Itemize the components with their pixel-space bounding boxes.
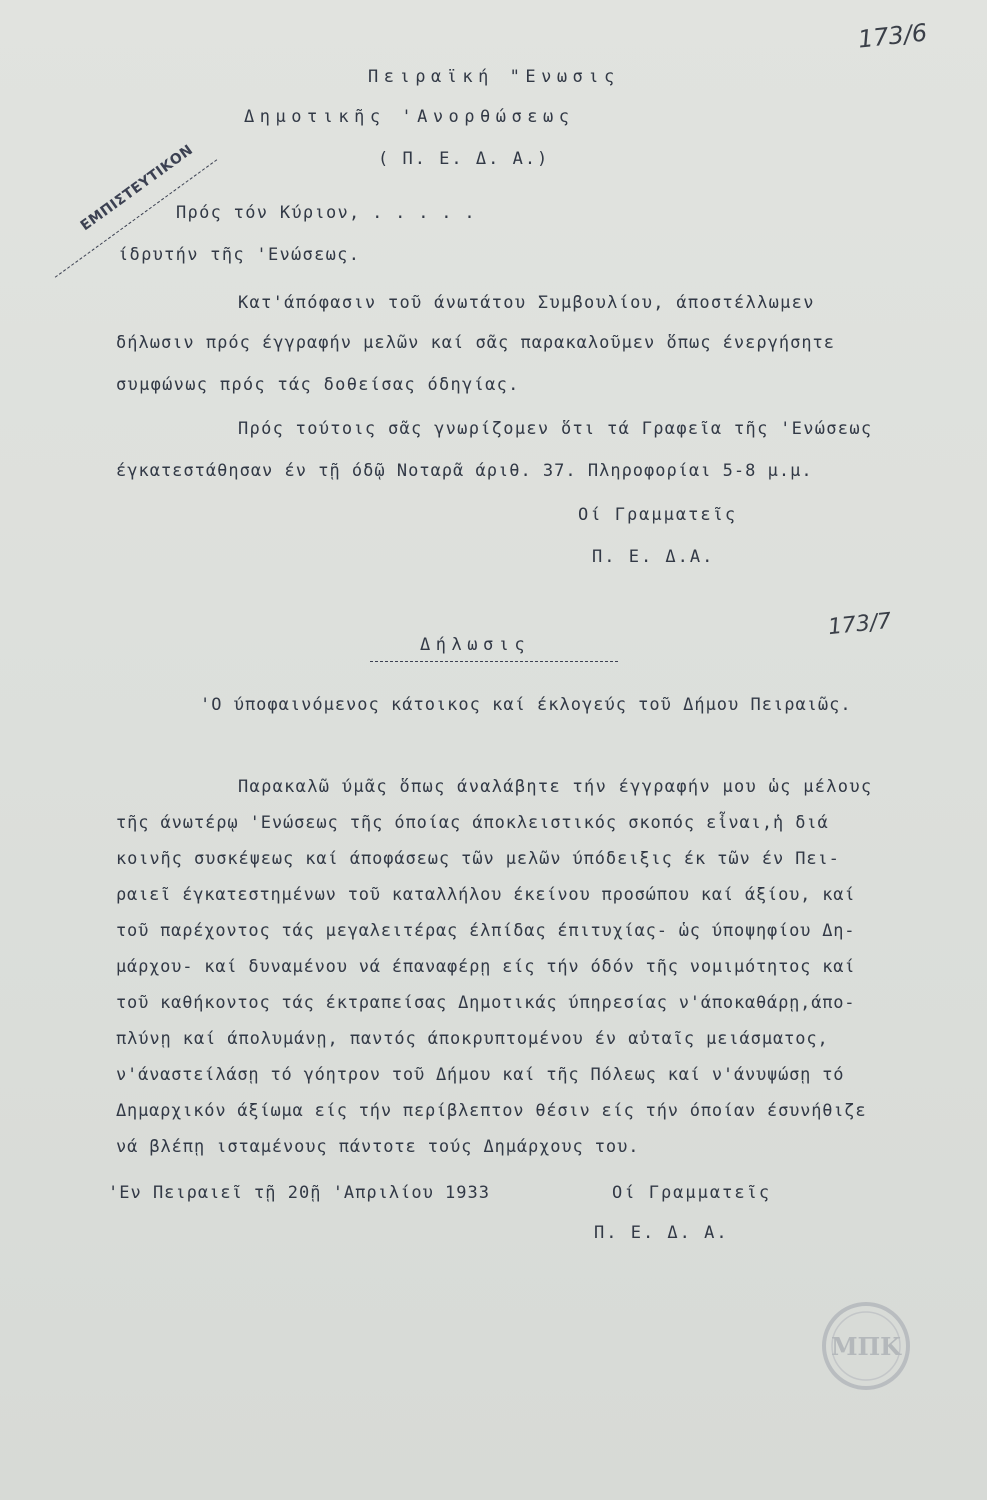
declaration-body-line-1: Παρακαλῶ ύμᾶς ὅπως άναλάβητε τήν έγγραφήν μου ὡς μέλους — [238, 777, 873, 797]
declaration-date-line: 'Εν Πειραιεῖ τῇ 20ῇ 'Απριλίου 1933 — [108, 1183, 490, 1203]
letter-paragraph-1-line-3: συμφώνως πρός τάς δοθείσας όδηγίας. — [116, 375, 520, 395]
confidential-stamp: ΕΜΠΙΣΤΕΥΤΙΚΟΝ — [77, 141, 197, 235]
archive-page-ref-mid: 173/7 — [826, 608, 893, 641]
declaration-title: Δήλωσις — [420, 635, 531, 655]
svg-text:ΜΠΚ: ΜΠΚ — [830, 1332, 902, 1361]
addressee-line-1: Πρός τόν Κύριον, . . . . . — [176, 203, 476, 223]
letter-signature-title: Οί Γραμματεῖς — [578, 505, 738, 525]
letter-paragraph-1-line-1: Κατ'άπόφασιν τοῦ άνωτάτου Συμβουλίου, άποστέλλωμεν — [238, 293, 815, 313]
declaration-body-line-10: Δημαρχικόν άξίωμα είς τήν περίβλεπτον θέσιν είς τήν όποίαν έσυνήθιζε — [116, 1101, 867, 1121]
header-line-1: Πειραϊκή "Ενωσις — [368, 67, 620, 87]
declaration-body-line-6: μάρχου- καί δυναμένου νά έπαναφέρῃ είς τήν όδόν τῆς νομιμότητος καί — [116, 957, 856, 977]
declaration-intro: 'Ο ύποφαινόμενος κάτοικος καί έκλογεύς τοῦ Δήμου Πειραιῶς. — [200, 695, 852, 715]
letter-paragraph-2-line-1: Πρός τούτοις σᾶς γνωρίζομεν ὅτι τά Γραφεῖα τῆς 'Ενώσεως — [238, 419, 873, 439]
declaration-body-line-7: τοῦ καθήκοντος τάς έκτραπείσας Δημοτικάς ύπηρεσίας ν'άποκαθάρῃ,άπο- — [116, 993, 856, 1013]
header-line-2: Δημοτικῆς 'Ανορθώσεως — [244, 107, 575, 127]
declaration-body-line-4: ραιεῖ έγκατεστημένων τοῦ καταλλήλου έκείνου προσώπου καί άξίου, καί — [116, 885, 856, 905]
declaration-signature-title: Οί Γραμματεῖς — [612, 1183, 772, 1203]
addressee-line-2: ίδρυτήν τῆς 'Ενώσεως. — [118, 245, 361, 265]
declaration-body-line-5: τοῦ παρέχοντος τάς μεγαλειτέρας έλπίδας έπιτυχίας- ὡς ύποψηφίου Δη- — [116, 921, 856, 941]
letter-signature-org: Π. Ε. Δ.Α. — [592, 547, 715, 567]
archive-page-ref-top: 173/6 — [856, 18, 929, 54]
declaration-body-line-9: ν'άναστείλάσῃ τό γόητρον τοῦ Δήμου καί τῆς Πόλεως καί ν'άνυψώσῃ τό — [116, 1065, 845, 1085]
declaration-body-line-11: νά βλέπῃ ισταμένους πάντοτε τούς Δημάρχους του. — [116, 1137, 640, 1157]
declaration-signature-org: Π. Ε. Δ. Α. — [594, 1223, 729, 1243]
declaration-body-line-8: πλύνῃ καί άπολυμάνῃ, παντός άποκρυπτομένου έν αὐταῖς μειάσματος, — [116, 1029, 829, 1049]
declaration-body-line-2: τῆς άνωτέρῳ 'Ενώσεως τῆς όποίας άποκλειστικός σκοπός εἶναι,ἡ διά — [116, 813, 829, 833]
header-line-3: ( Π. Ε. Δ. Α.) — [378, 149, 550, 169]
archive-seal-logo — [820, 1300, 912, 1392]
letter-paragraph-1-line-2: δήλωσιν πρός έγγραφήν μελῶν καί σᾶς παρακαλοῦμεν ὅπως ένεργήσητε — [116, 333, 836, 353]
letter-paragraph-2-line-2: έγκατεστάθησαν έν τῇ όδῷ Νοταρᾶ άριθ. 37. Πληροφορίαι 5-8 μ.μ. — [116, 461, 813, 481]
declaration-body-line-3: κοινῆς συσκέψεως καί άποφάσεως τῶν μελῶν ύπόδειξις έκ τῶν έν Πει- — [116, 849, 840, 869]
declaration-title-underline — [370, 661, 618, 662]
